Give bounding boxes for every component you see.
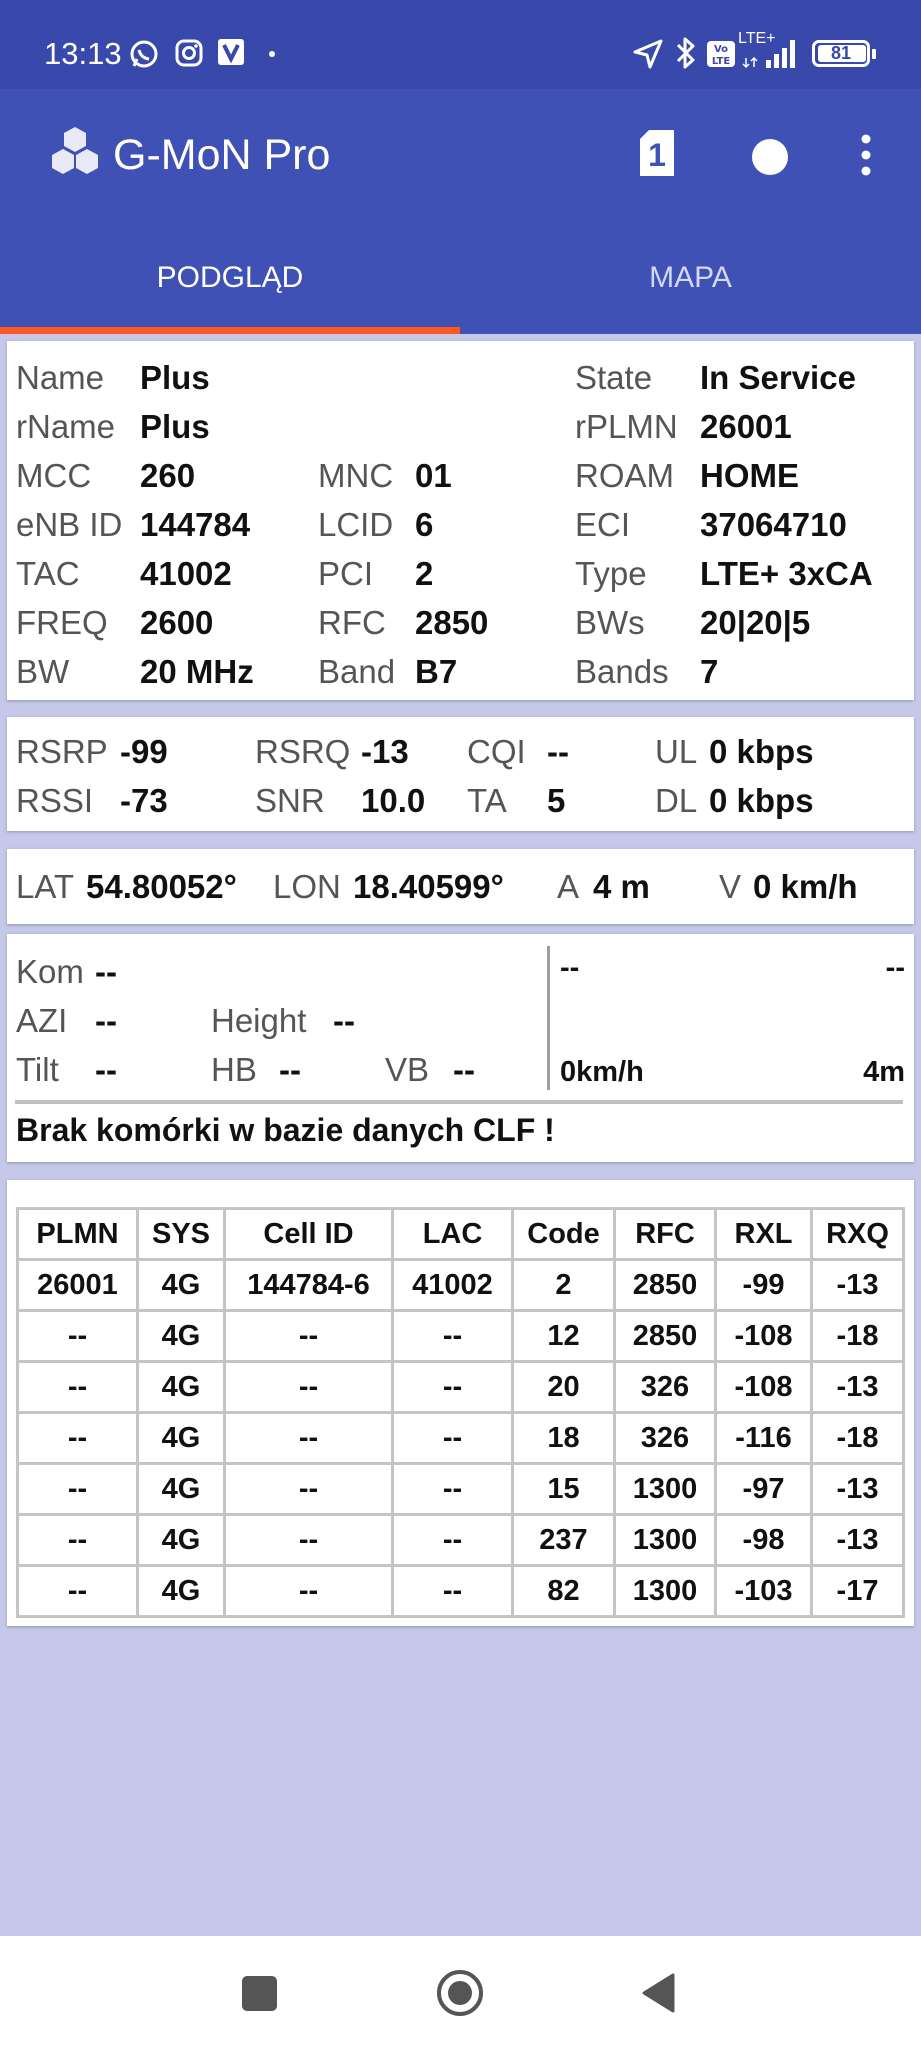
table-cell: --: [18, 1515, 138, 1566]
map-accuracy-value: 4m: [863, 1056, 905, 1088]
column-header: RXQ: [812, 1209, 904, 1260]
table-cell: -13: [812, 1464, 904, 1515]
kom-value: --: [95, 953, 117, 990]
snr-value: 10.0: [361, 782, 426, 819]
cqi-label: CQI: [467, 733, 526, 770]
hb-label: HB: [211, 1051, 257, 1088]
rsrq-value: -13: [361, 733, 409, 770]
table-cell: -116: [716, 1413, 812, 1464]
table-cell: -108: [716, 1362, 812, 1413]
mnc-value: 01: [415, 457, 452, 494]
table-cell: 4G: [138, 1362, 225, 1413]
table-cell: --: [393, 1566, 513, 1617]
bluetooth-icon: [674, 36, 698, 70]
type-label: Type: [575, 555, 647, 592]
bws-value: 20|20|5: [700, 604, 811, 641]
ul-value: 0 kbps: [709, 733, 814, 770]
table-cell: 4G: [138, 1566, 225, 1617]
table-cell: --: [18, 1566, 138, 1617]
table-cell: 326: [615, 1362, 716, 1413]
tilt-label: Tilt: [16, 1051, 59, 1088]
table-cell: 326: [615, 1413, 716, 1464]
battery-level: 81: [830, 43, 852, 63]
table-cell: --: [225, 1311, 393, 1362]
status-bar: [0, 0, 921, 89]
table-cell: -13: [812, 1515, 904, 1566]
neighbor-cells-table: [16, 1207, 905, 1618]
table-cell: --: [225, 1464, 393, 1515]
table-cell: --: [18, 1464, 138, 1515]
back-button[interactable]: [640, 1972, 676, 2014]
rsrp-value: -99: [120, 733, 168, 770]
speed-value: 0 km/h: [753, 868, 858, 905]
table-cell: 237: [513, 1515, 615, 1566]
tab-mapa[interactable]: [460, 89, 921, 334]
bands-label: Bands: [575, 653, 669, 690]
tab-podglad-label: PODGLĄD: [156, 261, 304, 294]
table-cell: 26001: [18, 1260, 138, 1311]
table-cell: --: [393, 1464, 513, 1515]
azi-label: AZI: [16, 1002, 68, 1039]
table-cell: -97: [716, 1464, 812, 1515]
svg-text:Vo: Vo: [713, 44, 729, 55]
name-value: Plus: [140, 359, 210, 396]
eci-label: ECI: [575, 506, 631, 543]
table-cell: --: [225, 1362, 393, 1413]
dot-icon: [268, 50, 276, 58]
table-row: [18, 1413, 904, 1464]
tab-mapa-label: MAPA: [649, 261, 732, 294]
network-type: LTE+: [738, 30, 776, 47]
sim-number: 1: [648, 137, 666, 173]
freq-value: 2600: [140, 604, 214, 641]
lcid-label: LCID: [318, 506, 394, 543]
column-header: RXL: [716, 1209, 812, 1260]
pci-value: 2: [415, 555, 434, 592]
table-cell: --: [18, 1362, 138, 1413]
signal-icon: [740, 36, 800, 70]
ul-label: UL: [655, 733, 698, 770]
ta-value: 5: [547, 782, 566, 819]
table-cell: 12: [513, 1311, 615, 1362]
type-value: LTE+ 3xCA: [700, 555, 873, 592]
bw-label: BW: [16, 653, 70, 690]
table-cell: 4G: [138, 1515, 225, 1566]
roam-label: ROAM: [575, 457, 674, 494]
table-cell: 1300: [615, 1464, 716, 1515]
signal-card: [7, 717, 914, 831]
speed-label: V: [719, 868, 742, 905]
table-cell: -18: [812, 1413, 904, 1464]
mnc-label: MNC: [318, 457, 394, 494]
pci-label: PCI: [318, 555, 374, 592]
table-cell: 1300: [615, 1566, 716, 1617]
table-cell: --: [393, 1515, 513, 1566]
eci-value: 37064710: [700, 506, 847, 543]
bands-value: 7: [700, 653, 719, 690]
tilt-value: --: [95, 1051, 117, 1088]
bws-label: BWs: [575, 604, 645, 641]
lat-label: LAT: [16, 868, 75, 905]
rplmn-value: 26001: [700, 408, 792, 445]
app-title: G-MoN Pro: [113, 131, 331, 179]
svg-text:LTE: LTE: [711, 56, 731, 67]
table-cell: 4G: [138, 1464, 225, 1515]
roam-value: HOME: [700, 457, 799, 494]
table-cell: 20: [513, 1362, 615, 1413]
table-cell: -13: [812, 1362, 904, 1413]
missing-cell-warning: Brak komórki w bazie danych CLF !: [16, 1112, 555, 1148]
table-cell: --: [393, 1311, 513, 1362]
vb-label: VB: [385, 1051, 430, 1088]
table-row: [18, 1260, 904, 1311]
table-row: [18, 1362, 904, 1413]
column-header: Cell ID: [225, 1209, 393, 1260]
gps-card: [7, 849, 914, 924]
table-cell: --: [225, 1566, 393, 1617]
rfc-value: 2850: [415, 604, 489, 641]
active-tab-indicator: [0, 327, 460, 334]
table-cell: -18: [812, 1311, 904, 1362]
height-label: Height: [211, 1002, 307, 1039]
table-cell: -13: [812, 1260, 904, 1311]
state-value: In Service: [700, 359, 856, 396]
table-cell: 2: [513, 1260, 615, 1311]
mcc-value: 260: [140, 457, 196, 494]
column-header: PLMN: [18, 1209, 138, 1260]
table-cell: --: [225, 1515, 393, 1566]
tac-label: TAC: [16, 555, 80, 592]
home-button[interactable]: [435, 1968, 485, 2018]
table-cell: 144784-6: [225, 1260, 393, 1311]
rfc-label: RFC: [318, 604, 386, 641]
hb-value: --: [279, 1051, 301, 1088]
table-cell: --: [225, 1413, 393, 1464]
snr-label: SNR: [255, 782, 325, 819]
mcc-label: MCC: [16, 457, 92, 494]
rname-label: rName: [16, 408, 116, 445]
instagram-icon: [174, 38, 204, 68]
enb-label: eNB ID: [16, 506, 123, 543]
table-cell: 1300: [615, 1515, 716, 1566]
table-cell: 2850: [615, 1311, 716, 1362]
vb-value: --: [453, 1051, 475, 1088]
tab-podglad[interactable]: [0, 89, 460, 334]
table-cell: 18: [513, 1413, 615, 1464]
table-cell: --: [393, 1413, 513, 1464]
lon-value: 18.40599°: [353, 868, 504, 905]
band-label: Band: [318, 653, 396, 690]
location-icon: [632, 38, 664, 70]
table-cell: 82: [513, 1566, 615, 1617]
table-cell: 2850: [615, 1260, 716, 1311]
table-cell: 4G: [138, 1260, 225, 1311]
recents-button[interactable]: [242, 1976, 277, 2011]
altitude-label: A: [557, 868, 580, 905]
rssi-label: RSSI: [16, 782, 94, 819]
vertical-divider: [547, 946, 550, 1090]
dl-value: 0 kbps: [709, 782, 814, 819]
table-cell: 15: [513, 1464, 615, 1515]
azi-value: --: [95, 1002, 117, 1039]
band-value: B7: [415, 653, 458, 690]
volte-icon: [706, 40, 736, 68]
rname-value: Plus: [140, 408, 210, 445]
table-cell: --: [393, 1362, 513, 1413]
rsrq-label: RSRQ: [255, 733, 351, 770]
battery-tip: [872, 49, 876, 59]
state-label: State: [575, 359, 653, 396]
clock: 13:13: [44, 36, 122, 71]
table-cell: -98: [716, 1515, 812, 1566]
tac-value: 41002: [140, 555, 232, 592]
map-top-left-value: --: [560, 952, 580, 984]
horizontal-divider: [15, 1100, 903, 1104]
system-navigation-bar: [0, 1936, 921, 2048]
lcid-value: 6: [415, 506, 434, 543]
table-cell: -17: [812, 1566, 904, 1617]
table-cell: 41002: [393, 1260, 513, 1311]
lat-value: 54.80052°: [86, 868, 237, 905]
battery-icon: [812, 40, 870, 67]
map-speed-value: 0km/h: [560, 1056, 644, 1088]
serving-cell-card: [7, 341, 914, 700]
table-cell: -108: [716, 1311, 812, 1362]
rssi-value: -73: [120, 782, 168, 819]
rplmn-label: rPLMN: [575, 408, 678, 445]
table-cell: 4G: [138, 1311, 225, 1362]
neighbor-cells-card: [7, 1180, 914, 1626]
table-cell: 4G: [138, 1413, 225, 1464]
table-cell: -103: [716, 1566, 812, 1617]
table-row: [18, 1464, 904, 1515]
cell-database-card: [7, 934, 914, 1162]
table-row: [18, 1311, 904, 1362]
table-cell: -99: [716, 1260, 812, 1311]
altitude-value: 4 m: [593, 868, 650, 905]
table-cell: --: [18, 1311, 138, 1362]
rsrp-label: RSRP: [16, 733, 108, 770]
dl-label: DL: [655, 782, 698, 819]
kom-label: Kom: [16, 953, 84, 990]
table-header-row: [18, 1209, 904, 1260]
map-top-right-value: --: [885, 952, 905, 984]
ta-label: TA: [467, 782, 507, 819]
bw-value: 20 MHz: [140, 653, 254, 690]
table-cell: --: [18, 1413, 138, 1464]
cqi-value: --: [547, 733, 569, 770]
v-app-icon: [217, 38, 245, 66]
column-header: SYS: [138, 1209, 225, 1260]
whatsapp-icon: [128, 38, 160, 70]
column-header: LAC: [393, 1209, 513, 1260]
enb-value: 144784: [140, 506, 251, 543]
app-bar: [0, 89, 921, 334]
freq-label: FREQ: [16, 604, 108, 641]
lon-label: LON: [273, 868, 341, 905]
column-header: RFC: [615, 1209, 716, 1260]
table-row: [18, 1566, 904, 1617]
column-header: Code: [513, 1209, 615, 1260]
height-value: --: [333, 1002, 355, 1039]
table-row: [18, 1515, 904, 1566]
name-label: Name: [16, 359, 105, 396]
